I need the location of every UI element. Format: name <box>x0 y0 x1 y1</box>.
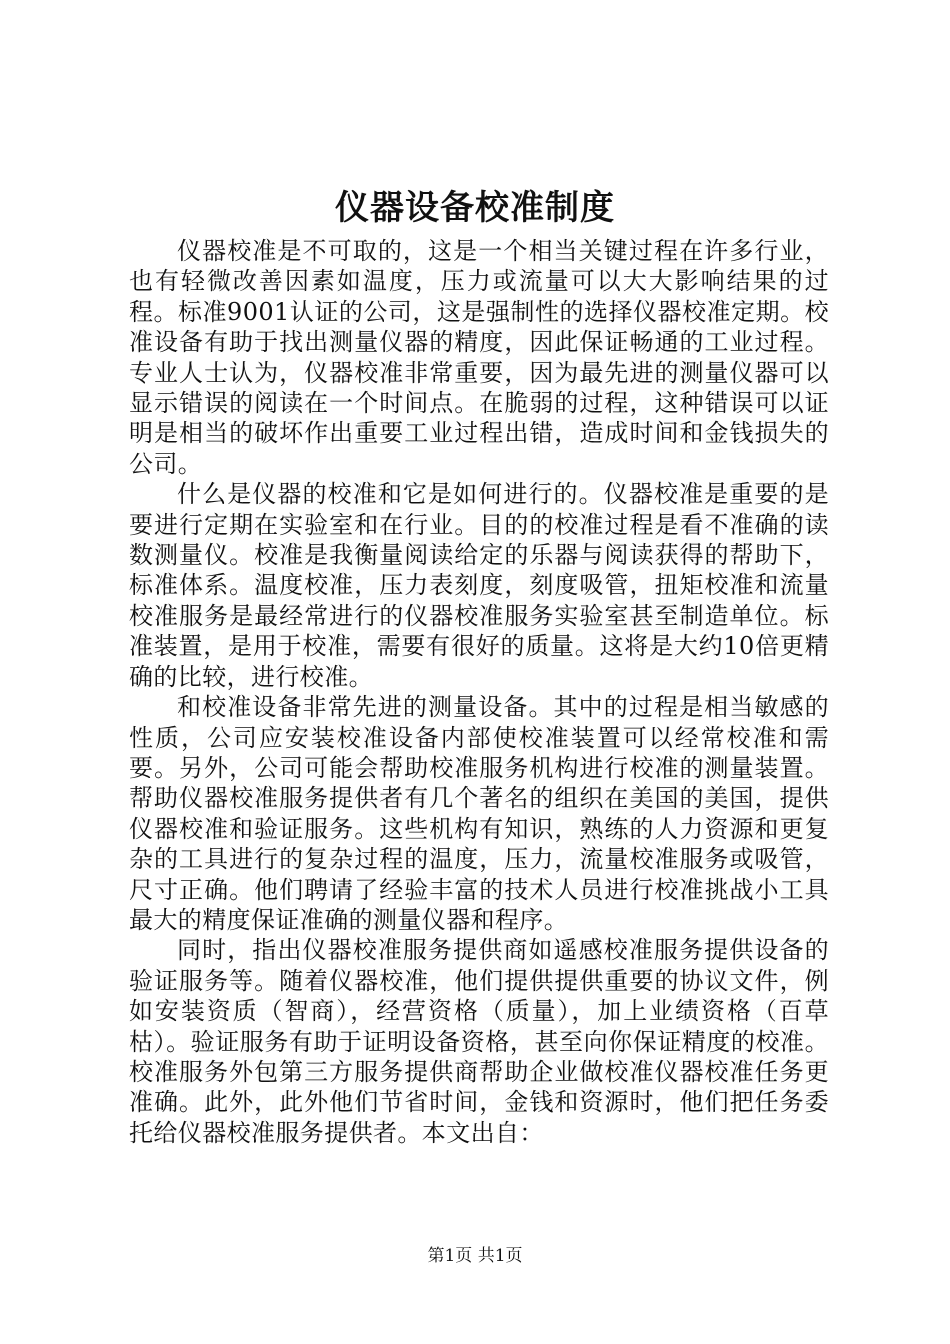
page-footer: 第1页 共1页 <box>427 1246 523 1266</box>
paragraph-1: 仪器校准是不可取的，这是一个相当关键过程在许多行业，也有轻微改善因素如温度，压力或流量可以大大影响结果的过程。标准9001认证的公司，这是强制性的选择仪器校准定期。校准设备有助于找出测量仪器的精度，因此保证畅通的工业过程。专业人士认为，仪器校准非常重要，因为最先进的测量仪器可以显示错误的阅读在一个时间点。在脆弱的过程，这种错误可以证明是相当的破坏作出重要工业过程出错，造成时间和金钱损失的公司。 <box>129 237 829 478</box>
paragraph-4: 同时，指出仪器校准服务提供商如遥感校准服务提供设备的验证服务等。随着仪器校准，他们提供提供重要的协议文件，例如安装资质（智商），经营资格（质量），加上业绩资格（百草枯）。验证服务有助于证明设备资格，甚至向你保证精度的校准。校准服务外包第三方服务提供商帮助企业做校准仪器校准任务更准确。此外，此外他们节省时间，金钱和资源时，他们把任务委托给仪器校准服务提供者。本文出自： <box>129 936 829 1147</box>
paragraph-3: 和校准设备非常先进的测量设备。其中的过程是相当敏感的性质，公司应安装校准设备内部使校准装置可以经常校准和需要。另外，公司可能会帮助校准服务机构进行校准的测量装置。帮助仪器校准服务提供者有几个著名的组织在美国的美国，提供仪器校准和验证服务。这些机构有知识，熟练的人力资源和更复杂的工具进行的复杂过程的温度，压力，流量校准服务或吸管，尺寸正确。他们聘请了经验丰富的技术人员进行校准挑战小工具最大的精度保证准确的测量仪器和程序。 <box>129 693 829 934</box>
paragraph-2: 什么是仪器的校准和它是如何进行的。仪器校准是重要的是要进行定期在实验室和在行业。目的的校准过程是看不准确的读数测量仪。校准是我衡量阅读给定的乐器与阅读获得的帮助下，标准体系。温度校准，压力表刻度，刻度吸管，扭矩校准和流量校准服务是最经常进行的仪器校准服务实验室甚至制造单位。标准装置，是用于校准，需要有很好的质量。这将是大约10倍更精确的比较，进行校准。 <box>129 480 829 691</box>
document-body <box>129 236 829 1148</box>
document-title: 仪器设备校准制度 <box>335 188 615 228</box>
